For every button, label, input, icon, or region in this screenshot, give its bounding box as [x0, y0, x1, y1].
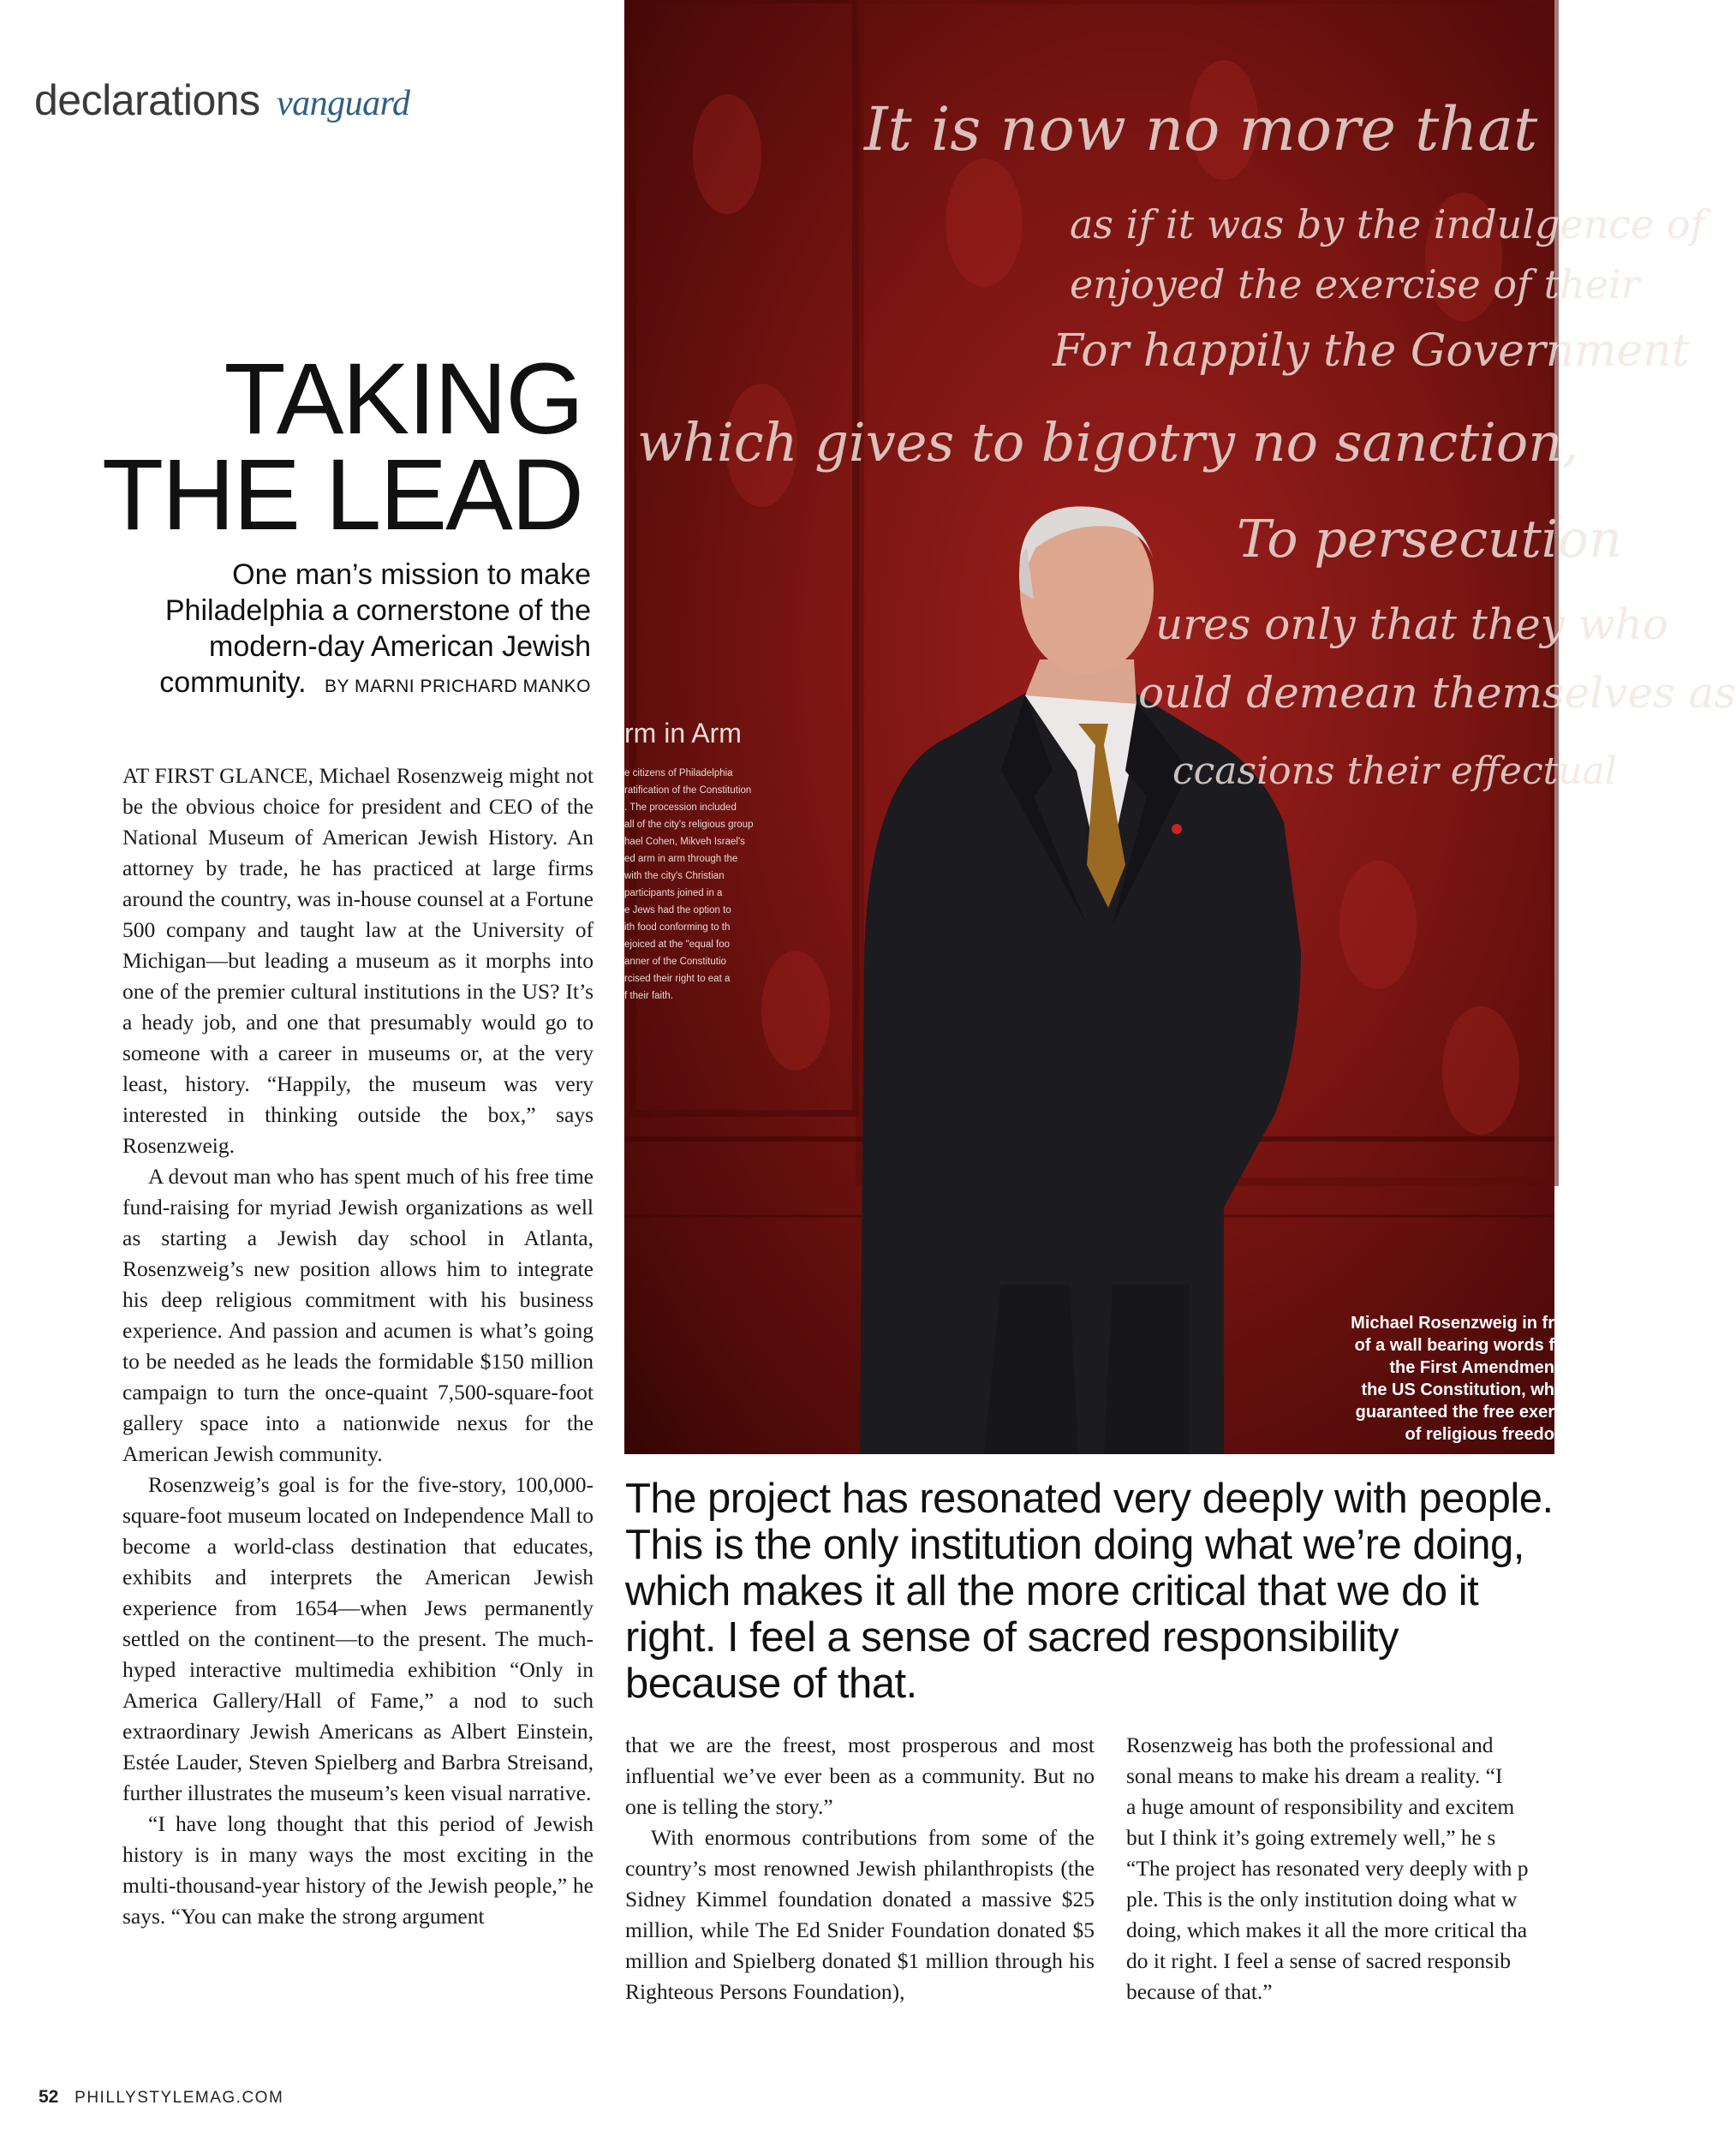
script-line: It is now no more that — [864, 94, 1538, 164]
text-line: ple. This is the only institution doing what w — [1126, 1887, 1518, 1911]
text-line: doing, which makes it all the more critical tha — [1126, 1917, 1528, 1942]
panel-line: ed arm in arm through the — [624, 854, 738, 864]
paragraph: Rosenzweig’s goal is for the five-story, 100,000-square-foot museum located on Independence Mall to become a world-class destination that educates, exhibits and interprets the American Jewish experience from 1654—when Jews permanently settled on the continent—to the present. The much-hyped interactive multimedia exhibition “Only in America Gallery/Hall of Fame,” a nod to such extraordinary Jewish Americans as Albert Einstein, Estée Lauder, Steven Spielberg and Barbra Streisand, further illustrates the museum’s keen visual narrative. — [122, 1472, 594, 1805]
panel-line: ith food conforming to th — [624, 922, 731, 933]
page-folio — [39, 2087, 283, 2108]
page-number: 52 — [39, 2087, 59, 2107]
script-line: which gives to bigotry no sanction, — [637, 411, 1579, 474]
headline-line-1: TAKING — [224, 343, 582, 456]
caption-line: the First Amendmen — [1389, 1358, 1554, 1377]
caption-line: Michael Rosenzweig in fr — [1351, 1314, 1554, 1333]
script-line: For happily the Government — [1053, 325, 1690, 377]
script-line: enjoyed the exercise of their — [1070, 261, 1640, 307]
panel-line: rcised their right to eat a — [624, 974, 731, 984]
panel-line: all of the city's religious group — [624, 820, 754, 830]
pull-quote: The project has resonated very deeply with people. This is the only institution doing what we’re doing, which makes it all the more critical that we do it right. I feel a sense of sacred responsibility because of that. — [625, 1476, 1554, 1707]
text-line: but I think it’s going extremely well,” he s — [1126, 1825, 1496, 1850]
paragraph: With enormous contributions from some of the country’s most renowned Jewish philanthropists (the Sidney Kimmel foundation donated a massive $25 million, while The Ed Snider Foundation donated $5 million and Spielberg donated $1 million through his Righteous Persons Foundation), — [625, 1825, 1095, 2004]
exhibit-panel-title: rm in Arm — [624, 718, 742, 748]
panel-line: participants joined in a — [624, 888, 723, 898]
panel-line: ejoiced at the "equal foo — [624, 939, 731, 950]
section-kicker: vanguard — [277, 84, 410, 123]
panel-line: . The procession included — [624, 802, 737, 813]
panel-line: with the city's Christian — [624, 871, 725, 881]
text-line: sonal means to make his dream a reality. “I — [1126, 1763, 1503, 1788]
script-line: as if it was by the indulgence of — [1070, 201, 1705, 247]
text-line: “The project has resonated very deeply with p — [1126, 1856, 1529, 1881]
caption-line: the US Constitution, wh — [1361, 1381, 1554, 1399]
body-column-3 — [1126, 1730, 1554, 2013]
body-column-1 — [122, 760, 594, 1932]
script-line: ccasions their effectual — [1172, 749, 1617, 793]
caption-line: of a wall bearing words f — [1354, 1336, 1554, 1355]
caption-line: guaranteed the free exer — [1355, 1403, 1554, 1422]
exhibit-panel-text — [624, 765, 770, 1005]
section-header — [34, 75, 409, 125]
paragraph: A devout man who has spent much of his free time fund-raising for myriad Jewish organizations as well as starting a Jewish day school in Atlanta, Rosenzweig’s new position allows him to integrate his deep religious commitment with his business experience. And passion and acumen is what’s going to be needed as he leads the formidable $150 million campaign to turn the once-quaint 7,500-square-foot gallery space into a nationwide nexus for the American Jewish community. — [122, 1164, 594, 1466]
headline-line-2: THE LEAD — [101, 438, 582, 552]
dek-text: One man’s mission to make Philadelphia a cornerstone of the modern-day American Jewish community. — [159, 558, 591, 699]
panel-line: hael Cohen, Mikveh Israel's — [624, 837, 745, 847]
photo-caption — [1351, 1312, 1554, 1446]
article-dek — [128, 557, 591, 705]
paragraph: “I have long thought that this period of Jewish history is in many ways the most exciting in the multi-thousand-year history of the Jewish people,” he says. “You can make the strong argument — [122, 1811, 594, 1929]
portrait-photo — [624, 0, 1736, 1454]
text-line: because of that.” — [1126, 1979, 1273, 2004]
panel-line: f their faith. — [624, 991, 673, 1001]
panel-line: e citizens of Philadelphia — [624, 768, 733, 778]
caption-line: of religious freedo — [1405, 1425, 1554, 1444]
article-headline — [101, 343, 582, 552]
paragraph: AT FIRST GLANCE, Michael Rosenzweig might not be the obvious choice for president and CEO of the National Museum of American Jewish History. An attorney by trade, he has practiced at large firms around the country, was in-house counsel at a Fortune 500 company and taught law at the University of Michigan—but leading a museum as it morphs into one of the premier cultural institutions in the US? It’s a heady job, and one that presumably would go to someone with a career in museums or, at the very least, history. “Happily, the museum was very interested in thinking outside the box,” says Rosenzweig. — [122, 763, 594, 1158]
section-title: declarations — [34, 76, 260, 124]
script-line: ures only that they who — [1155, 599, 1668, 649]
text-line: do it right. I feel a sense of sacred responsib — [1126, 1948, 1511, 1973]
panel-line: ratification of the Constitution — [624, 785, 752, 796]
text-line: a huge amount of responsibility and excitem — [1126, 1794, 1515, 1819]
body-column-2 — [625, 1730, 1095, 2007]
paragraph: that we are the freest, most prosperous and most influential we’ve ever been as a community. But no one is telling the story.” — [625, 1732, 1095, 1819]
script-line: ould demean themselves as — [1138, 668, 1736, 718]
magazine-url: PHILLYSTYLEMAG.COM — [75, 2089, 284, 2107]
text-line: Rosenzweig has both the professional and — [1126, 1732, 1494, 1757]
panel-line: anner of the Constitutio — [624, 957, 726, 967]
panel-line: e Jews had the option to — [624, 905, 731, 915]
script-line: To persecution — [1237, 510, 1622, 570]
byline: BY MARNI PRICHARD MANKO — [325, 677, 591, 696]
